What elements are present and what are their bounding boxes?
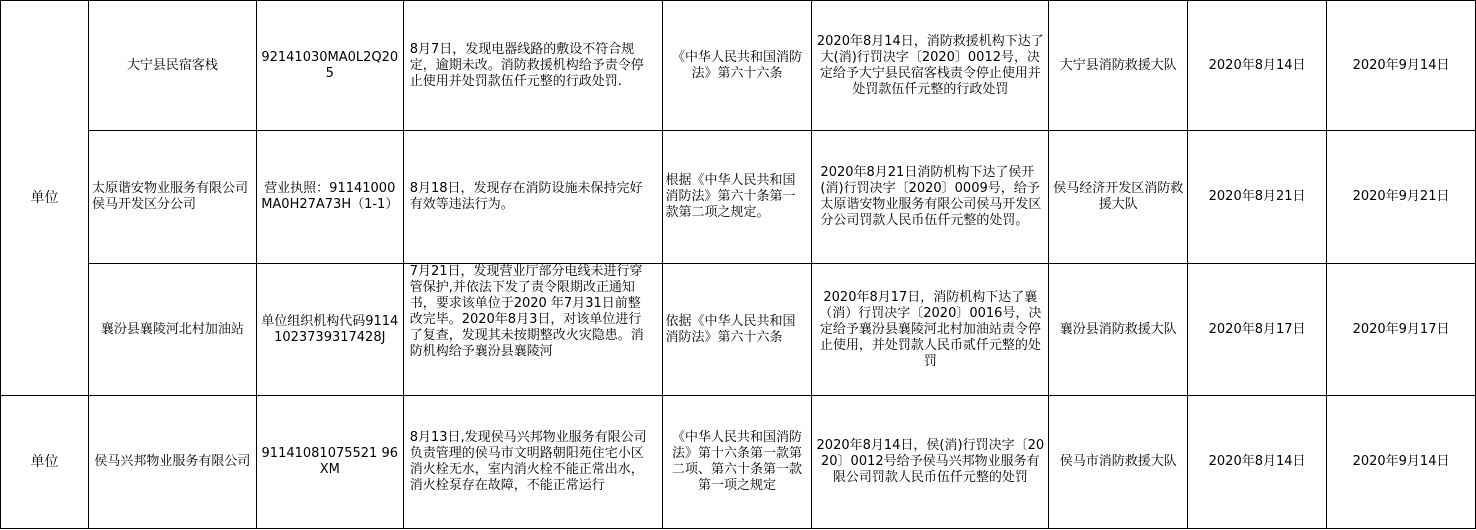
decision-cell: 2020年8月21日消防机构下达了侯开(消)行罚决字〔2020〕0009号，给予太原谐安物业服务有限公司侯马开发区分公司罚款人民币伍仟元整的处罚。 — [812, 131, 1049, 264]
violation-cell: 8月7日，发现电器线路的敷设不符合规定，逾期未改。消防救援机构给予责令停止使用并处罚款伍仟元整的行政处罚. — [403, 1, 662, 131]
authority-cell: 襄汾县消防救援大队 — [1049, 264, 1188, 396]
violation-text: 7月21日，发现营业厅部分电线未进行穿管保护,并依法下发了责令限期改正通知书，要求该单位于2020 年7月31日前整改完毕。2020年8月3日，对该单位进行了复查，发现其未按期整改火灾隐患。消防机构给予襄汾县襄陵河 — [409, 264, 644, 359]
decision-cell: 2020年8月17日，消防机构下达了襄（消）行罚决字〔2020〕0016号，决定给予襄汾县襄陵河北村加油站责令停止使用，并处罚款人民币贰仟元整的处罚 — [812, 264, 1049, 396]
unit-code-cell: 92141030MA0L2Q205 — [256, 1, 403, 131]
unit-type-cell: 单位 — [1, 396, 89, 529]
violation-cell — [403, 264, 662, 396]
decision-date-cell: 2020年8月14日 — [1188, 396, 1327, 529]
decision-date-cell: 2020年8月17日 — [1188, 264, 1327, 396]
legal-basis-cell: 《中华人民共和国消防法》第十六条第一款第二项、第六十条第一款第一项之规定 — [662, 396, 812, 529]
decision-date-cell: 2020年8月14日 — [1188, 1, 1327, 131]
valid-until-cell: 2020年9月17日 — [1327, 264, 1476, 396]
violation-cell: 8月13日,发现侯马兴邦物业服务有限公司负责管理的侯马市文明路朝阳苑住宅小区消火栓无水，室内消火栓不能正常出水，消火栓泵存在故障，不能正常运行 — [403, 396, 662, 529]
unit-name-cell: 侯马兴邦物业服务有限公司 — [88, 396, 256, 529]
legal-basis-cell: 根据《中华人民共和国消防法》第六十条第一款第二项之规定。 — [662, 131, 812, 264]
decision-date-cell: 2020年8月21日 — [1188, 131, 1327, 264]
unit-name-cell: 大宁县民宿客栈 — [88, 1, 256, 131]
violation-cell: 8月18日，发现存在消防设施未保持完好有效等违法行为。 — [403, 131, 662, 264]
unit-name-cell: 襄汾县襄陵河北村加油站 — [88, 264, 256, 396]
legal-basis-cell: 《中华人民共和国消防法》第六十六条 — [662, 1, 812, 131]
authority-cell: 侯马市消防救援大队 — [1049, 396, 1188, 529]
legal-basis-cell: 依据《中华人民共和国消防法》第六十六条 — [662, 264, 812, 396]
unit-code-cell: 单位组织机构代码91141023739317428J — [256, 264, 403, 396]
unit-code-cell: 营业执照：91141000MA0H27A73H（1-1） — [256, 131, 403, 264]
authority-cell: 侯马经济开发区消防救援大队 — [1049, 131, 1188, 264]
valid-until-cell: 2020年9月14日 — [1327, 1, 1476, 131]
authority-cell: 大宁县消防救援大队 — [1049, 1, 1188, 131]
decision-cell: 2020年8月14日，消防救援机构下达了大(消)行罚决字〔2020〕0012号，决定给予大宁县民宿客栈责令停止使用并处罚款伍仟元整的行政处罚 — [812, 1, 1049, 131]
table-row — [1, 1, 1476, 131]
table-row — [1, 131, 1476, 264]
table-row — [1, 396, 1476, 529]
unit-type-cell: 单位 — [1, 1, 89, 396]
valid-until-cell: 2020年9月14日 — [1327, 396, 1476, 529]
decision-cell: 2020年8月14日，侯(消)行罚决字〔2020〕0012号给予侯马兴邦物业服务有限公司罚款人民币伍仟元整的处罚 — [812, 396, 1049, 529]
unit-code-cell: 91141081075521 96XM — [256, 396, 403, 529]
unit-name-cell: 太原谐安物业服务有限公司侯马开发区分公司 — [88, 131, 256, 264]
valid-until-cell: 2020年9月21日 — [1327, 131, 1476, 264]
table-row — [1, 264, 1476, 396]
